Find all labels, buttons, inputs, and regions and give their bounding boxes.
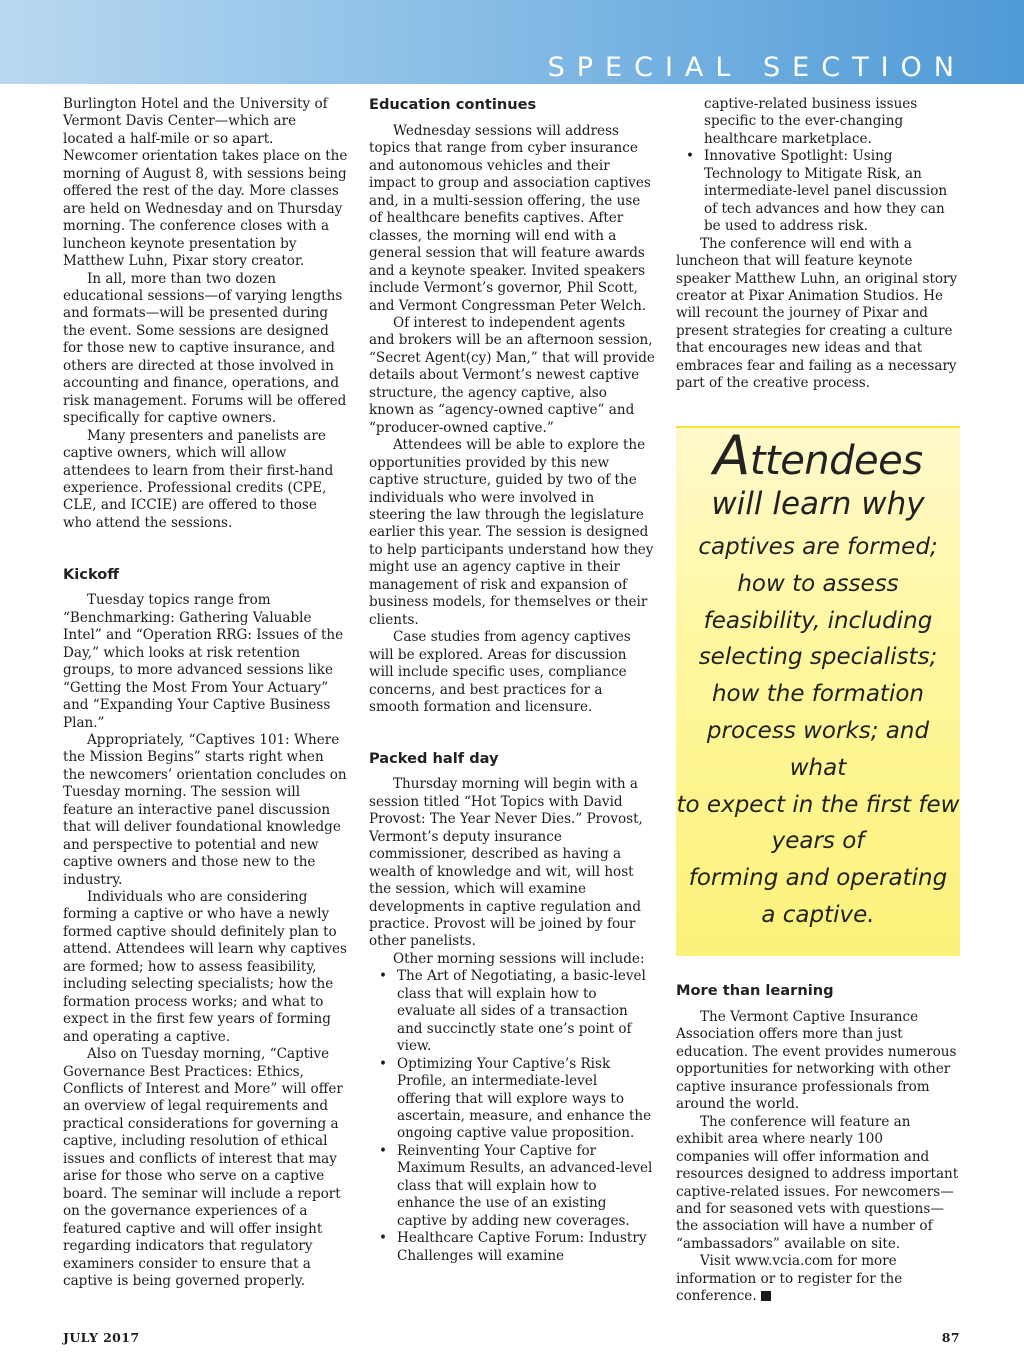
paragraph: In all, more than two dozen educational sessions—of varying lengths and formats—will be presented during the event. Some sessions are designed for those new to captive insurance, and others are directed at those involved in accounting and finance, operations, and risk management. Forums will be offered specifically for captive owners. [63,270,347,427]
section-title: SPECIAL SECTION [547,52,966,83]
section-banner [0,0,1024,84]
column-2 [369,96,655,1265]
paragraph: Thursday morning will begin with a session titled “Hot Topics with David Provost: The Year Never Dies.” Provost, Vermont’s deputy insurance commissioner, described as having a wealth of knowledge and wit, will host the session, which will examine developments in captive regulation and practice. Provost will be joined by four other panelists. [369,776,643,950]
paragraph: Attendees will be able to explore the opportunities provided by this new captive structure, guided by two of the individuals who were involved in steering the law through the legislature earlier this year. The session is designed to help participants understand how they might use an agency captive in their management of risk and expansion of business models, for themselves or their clients. [369,437,654,628]
issue-date: JULY 2017 [63,1330,140,1345]
session-list [375,968,655,1265]
paragraph: Other morning sessions will include: [393,950,645,967]
pull-quote-body: captives are formed; how to assess feasibility, including selecting specialists; how the formation process works; and what to expect in the first few years of forming and operating a captive. [676,534,960,928]
pull-quote-subhead: will learn why [711,486,925,522]
paragraph: Visit www.vcia.com for more information or to register for the conference. [676,1253,903,1305]
paragraph: The conference will end with a luncheon that will feature keynote speaker Matthew Luhn, an original story creator at Pixar Animation Studios. He will recount the journey of Pixar and present strategies for creating a culture that encourages new ideas and that embraces fear and failing as a necessary part of the creative process. [676,235,958,392]
paragraph: Also on Tuesday morning, “Captive Governance Best Practices: Ethics, Conflicts of Interest and More” will offer an overview of legal requirements and practical considerations for governing a captive, including resolution of ethical issues and conflicts of interest that may arise for those who serve on a captive board. The seminar will include a report on the governance experiences of a featured captive and will offer insight regarding indicators that regulatory examiners consider to ensure that a captive is being governed properly. [63,1046,343,1289]
paragraph: Burlington Hotel and the University of Vermont Davis Center—which are located a half-mile or so apart. Newcomer orientation takes place on the morning of August 8, with sessions being offered the rest of the day. More classes are held on Wednesday and on Thursday morning. The conference closes with a luncheon keynote presentation by Matthew Luhn, Pixar story creator. [63,96,348,270]
paragraph: Tuesday topics range from “Benchmarking: Gathering Valuable Intel” and “Operation RRG: Issues of the Day,” which looks at risk retention groups, to more advanced sessions like “Getting the Most From Your Actuary” and “Expanding Your Captive Business Plan.” [63,592,344,731]
paragraph: The Vermont Captive Insurance Association offers more than just education. The event provides numerous opportunities for networking with other captive insurance professionals from around the world. [676,1009,957,1113]
heading-kickoff: Kickoff [63,566,120,584]
heading-more-than-learning: More than learning [676,982,834,999]
list-item: • Healthcare Captive Forum: Industry Challenges will examine [375,1230,655,1265]
list-item: • Reinventing Your Captive for Maximum Results, an advanced-level class that will explain how to enhance the use of an existing captive by adding new coverages. [375,1143,655,1230]
end-mark-icon [761,1291,771,1301]
pull-quote [676,426,960,956]
paragraph: The conference will feature an exhibit area where nearly 100 companies will offer information and resources designed to address important captive-related issues. For newcomers—and for seasoned vets with questions—the association will have a number of “ambassadors” available on site. [676,1113,959,1252]
paragraph: Case studies from agency captives will be explored. Areas for discussion will include specific uses, compliance concerns, and best practices for a smooth formation and licensure. [369,629,631,715]
list-item: • Optimizing Your Captive’s Risk Profile, an intermediate-level offering that will explore ways to ascertain, measure, and enhance the ongoing captive value proposition. [375,1056,655,1143]
list-item: • The Art of Negotiating, a basic-level class that will explain how to evaluate all sides of a transaction and succinctly state one’s point of view. [375,968,655,1055]
list-item: • Innovative Spotlight: Using Technology to Mitigate Risk, an intermediate-level panel discussion of tech advances and how they can be used to address risk. [682,148,960,235]
pull-quote-headline: Attendees [713,424,923,487]
paragraph: Of interest to independent agents and brokers will be an afternoon session, “Secret Agent(cy) Man,” that will provide details about Vermont’s newest captive structure, the agency captive, also known as “agency-owned captive” and “producer-owned captive.” [369,314,655,436]
column-3-bottom [676,982,960,1306]
column-1 [63,96,349,1290]
list-item-continued: captive-related business issues specific to the ever-changing healthcare marketplace. [704,96,918,147]
heading-education-continues: Education continues [369,96,537,113]
paragraph: Many presenters and panelists are captive owners, which will allow attendees to learn from their first-hand experience. Professional credits (CPE, CLE, and ICCIE) are offered to those who attend the sessions. [63,427,334,531]
paragraph: Individuals who are considering forming a captive or who have a newly formed captive should definitely plan to attend. Attendees will learn why captives are formed; how to assess feasibility, including selecting specialists; how the formation process works; and what to expect in the first few years of forming and operating a captive. [63,889,347,1045]
column-3-top [676,96,960,393]
paragraph: Wednesday sessions will address topics that range from cyber insurance and autonomous vehicles and their impact to group and association captives and, in a multi-session offering, the use of healthcare benefits captives. After classes, the morning will end with a general session that will feature awards and a keynote speaker. Invited speakers include Vermont’s governor, Phil Scott, and Vermont Congressman Peter Welch. [369,123,651,314]
heading-packed-half-day: Packed half day [369,750,499,768]
paragraph: Appropriately, “Captives 101: Where the Mission Begins” starts right when the newcomers’ orientation concludes on Tuesday morning. The session will feature an interactive panel discussion that will deliver foundational knowledge and perspective to potential and new captive owners and those new to the industry. [63,731,347,888]
page-number: 87 [941,1330,960,1345]
session-list-continued [682,96,960,236]
